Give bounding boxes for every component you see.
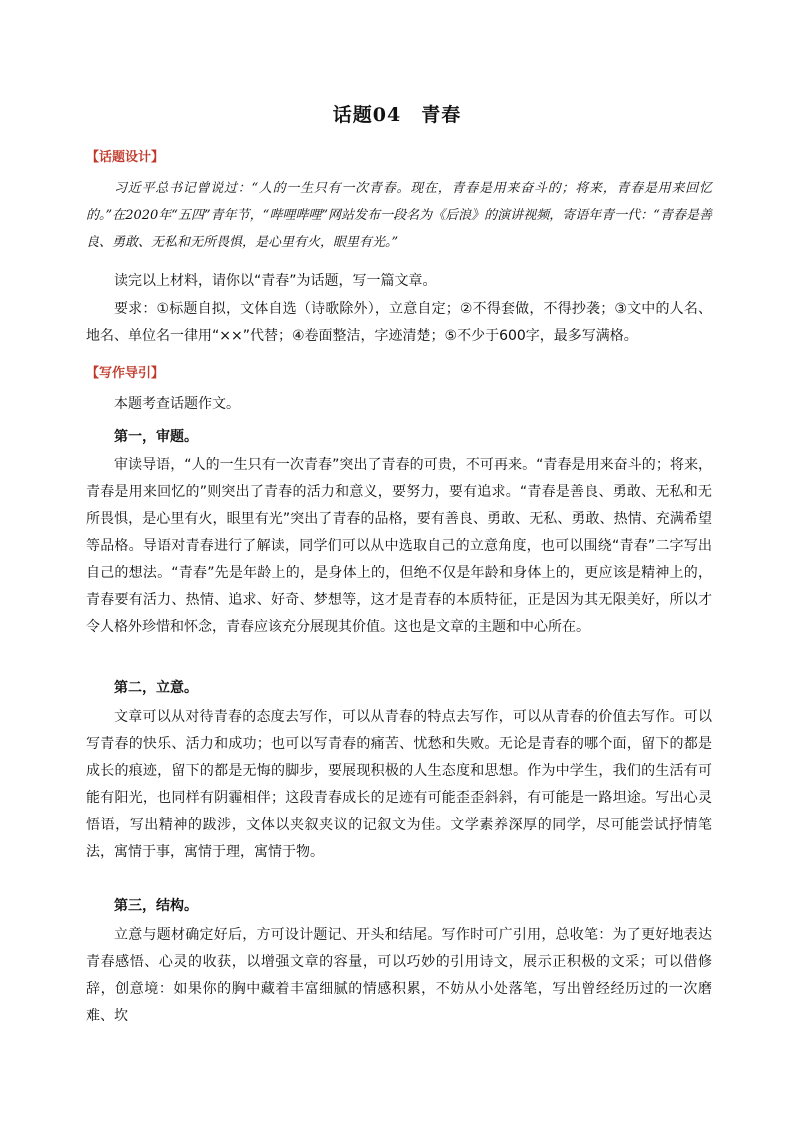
design-requirements: 要求：①标题自拟，文体自选（诗歌除外），立意自定；②不得套做，不得抄袭；③文中的人名、地名、单位名一律用“××”代替；④卷面整洁，字迹清楚；⑤不少于600字，最多写满格。: [86, 301, 712, 344]
guide-paragraph-1: 审读导语，“人的一生只有一次青春”突出了青春的可贵，不可再来。“青春是用来奋斗的；将来，青春是用来回忆的”则突出了青春的活力和意义，要努力，要有追求。“青春是善良、勇敢、无私和无所畏惧，是心里有火，眼里有光”突出了青春的品格，要有善良、勇敢、无私、勇敢、热情、充满希望等品格。导语对青春进行了解读，同学们可以从中选取自己的立意角度，也可以围绕“青春”二字写出自己的想法。“青春”先是年龄上的，是身体上的，但绝不仅是年龄和身体上的，更应该是精神上的，青春要有活力、热情、追求、好奇、梦想等，这才是青春的本质特征，正是因为其无限美好，所以才令人格外珍惜和怀念，青春应该充分展现其价值。这也是文章的主题和中心所在。: [86, 457, 712, 635]
section-label-design: 【话题设计】: [86, 150, 165, 165]
design-quote: 习近平总书记曾说过：“人的一生只有一次青春。现在，青春是用来奋斗的；将来，青春是用来回忆的。”在2020年“五四”青年节，“哔哩哔哩”网站发布一段名为《后浪》的演讲视频，寄语年青一代：“青春是善良、勇敢、无私和无所畏惧，是心里有火，眼里有光。”: [86, 181, 712, 250]
guide-heading-3: 第三，结构。: [114, 898, 198, 914]
guide-paragraph-3: 立意与题材确定好后，方可设计题记、开头和结尾。写作时可广引用，总收笔：为了更好地表达青春感悟、心灵的收获，以增强文章的容量，可以巧妙的引用诗文，展示正积极的文采；可以借修辞，创意境：如果你的胸中藏着丰富细腻的情感积累，不妨从小处落笔，写出曾经经历过的一次磨难、坎: [86, 927, 712, 1024]
guide-paragraph-2: 文章可以从对待青春的态度去写作，可以从青春的特点去写作，可以从青春的价值去写作。可以写青春的快乐、活力和成功；也可以写青春的痛苦、忧愁和失败。无论是青春的哪个面，留下的都是成长的痕迹，留下的都是无悔的脚步，要展现积极的人生态度和思想。作为中学生，我们的生活有可能有阳光，也同样有阴霾相伴；这段青春成长的足迹有可能歪歪斜斜，有可能是一路坦途。写出心灵悟语，写出精神的跋涉，文体以夹叙夹议的记叙文为佳。文学素养深厚的同学，尽可能尝试抒情笔法，寓情于事，寓情于理，寓情于物。: [86, 709, 712, 860]
page-title: 话题04 青春: [332, 104, 462, 126]
guide-intro: 本题考查话题作文。: [114, 396, 240, 412]
guide-heading-1: 第一，审题。: [114, 429, 198, 445]
section-label-guide: 【写作导引】: [86, 366, 165, 381]
guide-heading-2: 第二，立意。: [114, 680, 198, 696]
design-instruction: 读完以上材料，请你以“青春”为话题，写一篇文章。: [114, 273, 437, 289]
